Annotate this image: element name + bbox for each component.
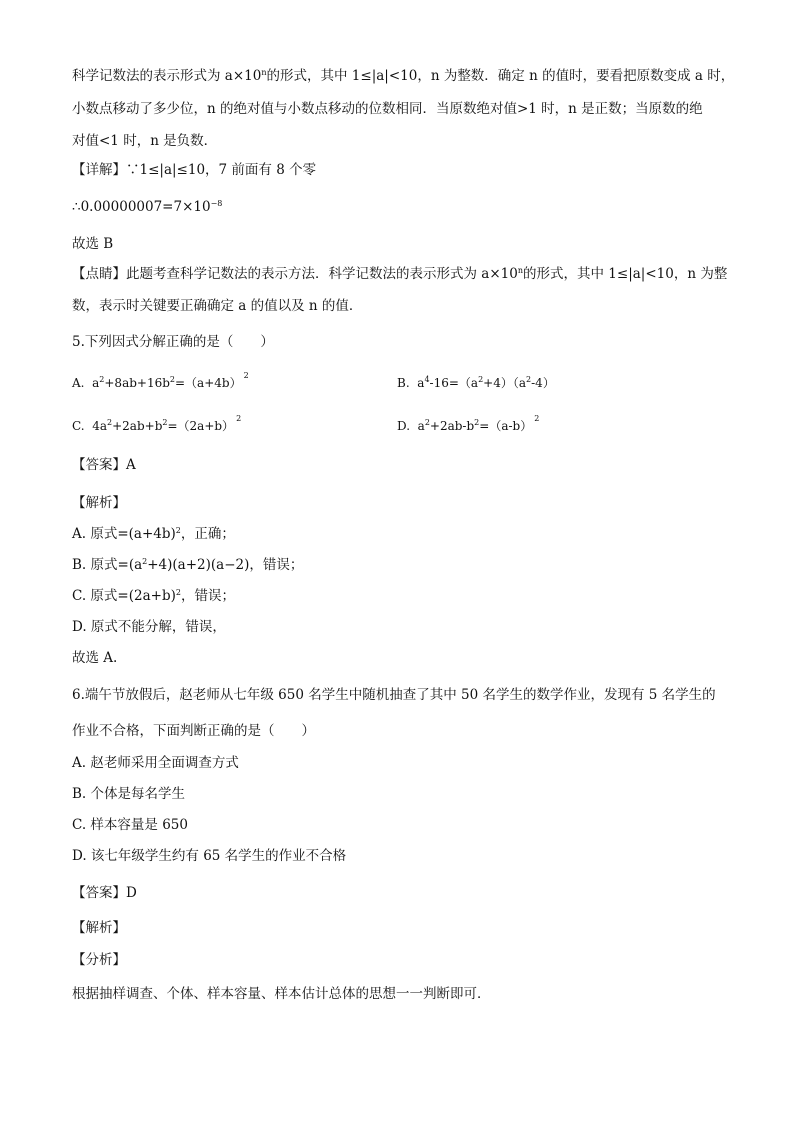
q5-answer <box>72 455 734 475</box>
q5-analysis-a <box>72 524 734 544</box>
point-line-1 <box>72 264 734 284</box>
exponent: 2 <box>99 375 105 384</box>
option-text: a <box>92 376 100 390</box>
formula-base: ∴0.00000007=7×10 <box>72 199 211 215</box>
q6-analysis-label: 【解析】 <box>72 920 126 936</box>
q5-option-c <box>72 416 241 436</box>
exponent: n <box>517 266 523 275</box>
exponent: 2 <box>526 375 532 384</box>
option-text: 4a <box>92 419 108 433</box>
section-label: 【答案】 <box>72 885 126 901</box>
q6-fenxi-label: 【分析】 <box>72 952 126 968</box>
option-text: =（a-b） <box>479 419 533 433</box>
option-text: -16=（a <box>429 376 479 390</box>
option-text: =（a+4b） <box>175 376 242 390</box>
option-text: +2ab+b <box>112 419 163 433</box>
exponent: 2 <box>175 526 181 535</box>
intro-line-1 <box>72 66 734 86</box>
q5-analysis-label: 【解析】 <box>72 495 126 511</box>
q6-option-c: C. 样本容量是 650 <box>72 817 188 833</box>
detail-text: ∵1≤|a|≤10，7 前面有 8 个零 <box>126 162 317 178</box>
q5-stem: 5.下列因式分解正确的是（ ） <box>72 334 274 350</box>
option-letter: C. <box>72 419 85 433</box>
answer-value: D <box>126 885 137 901</box>
analysis-text: C. 原式=(2a+b) <box>72 588 176 604</box>
intro-line-2: 小数点移动了多少位，n 的绝对值与小数点移动的位数相同．当原数绝对值>1 时，n 是正数；当原数的绝 <box>72 101 703 117</box>
option-text: +4）（a <box>483 376 527 390</box>
q6-stem-line-1: 6.端午节放假后，赵老师从七年级 650 名学生中随机抽查了其中 50 名学生的数学作业，发现有 5 名学生的 <box>72 687 716 703</box>
section-label: 【详解】 <box>72 162 126 178</box>
option-text: -4） <box>531 376 555 390</box>
exponent: 2 <box>474 418 480 427</box>
section-label: 【答案】 <box>72 457 126 473</box>
intro-text: 科学记数法的表示形式为 a×10 <box>72 68 262 84</box>
analysis-text: ，错误； <box>180 588 235 604</box>
detail-line <box>72 160 734 180</box>
exponent: 2 <box>169 375 175 384</box>
analysis-text: ，正确； <box>180 526 235 542</box>
q5-analysis-c <box>72 586 734 606</box>
exponent: 2 <box>107 418 113 427</box>
option-letter: B. <box>397 376 410 390</box>
option-text: a <box>417 419 425 433</box>
point-text: 此题考查科学记数法的表示方法．科学记数法的表示形式为 a×10 <box>126 266 518 282</box>
exponent: 2 <box>534 414 540 423</box>
q5-analysis-b <box>72 555 734 575</box>
option-letter: A. <box>72 376 85 390</box>
q6-stem-line-2: 作业不合格，下面判断正确的是（ ） <box>72 723 315 739</box>
exponent: 2 <box>236 414 242 423</box>
formula-exponent: −8 <box>210 199 223 208</box>
q6-fenxi-text: 根据抽样调查、个体、样本容量、样本估计总体的思想一一判断即可． <box>72 986 491 1002</box>
option-text: =（2a+b） <box>167 419 235 433</box>
exponent: 2 <box>424 418 430 427</box>
q5-conclusion: 故选 A. <box>72 650 118 666</box>
intro-text: 的形式，其中 1≤|a|<10，n 为整数．确定 n 的值时，要看把原数变成 a 时， <box>266 68 735 84</box>
point-text: 的形式，其中 1≤|a|<10，n 为整 <box>523 266 728 282</box>
q6-option-d: D. 该七年级学生约有 65 名学生的作业不合格 <box>72 848 347 864</box>
q5-analysis-d: D. 原式不能分解，错误， <box>72 619 226 635</box>
detail-conclusion: 故选 B <box>72 236 114 252</box>
detail-formula <box>72 197 734 217</box>
exponent: 2 <box>478 375 484 384</box>
q5-option-b <box>397 373 555 393</box>
intro-line-3: 对值<1 时，n 是负数． <box>72 133 218 149</box>
exponent: 2 <box>162 418 168 427</box>
q6-option-a: A. 赵老师采用全面调查方式 <box>72 755 239 771</box>
q5-option-d <box>397 416 539 436</box>
section-label: 【点睛】 <box>72 266 126 282</box>
analysis-text: B. 原式=(a <box>72 557 143 573</box>
option-text: +8ab+16b <box>104 376 170 390</box>
option-text: +2ab-b <box>429 419 475 433</box>
exponent: 2 <box>175 588 181 597</box>
answer-value: A <box>126 457 136 473</box>
option-letter: D. <box>397 419 411 433</box>
q5-option-a <box>72 373 249 393</box>
option-text: a <box>417 376 425 390</box>
exponent: n <box>261 68 267 77</box>
point-line-2: 数，表示时关键要正确确定 a 的值以及 n 的值． <box>72 298 363 314</box>
exponent: 4 <box>424 375 430 384</box>
q6-option-b: B. 个体是每名学生 <box>72 786 186 802</box>
exponent: 2 <box>243 371 249 380</box>
analysis-text: +4)(a+2)(a−2)，错误； <box>147 557 304 573</box>
q6-answer <box>72 883 734 903</box>
analysis-text: A. 原式=(a+4b) <box>72 526 176 542</box>
exponent: 2 <box>142 557 148 566</box>
